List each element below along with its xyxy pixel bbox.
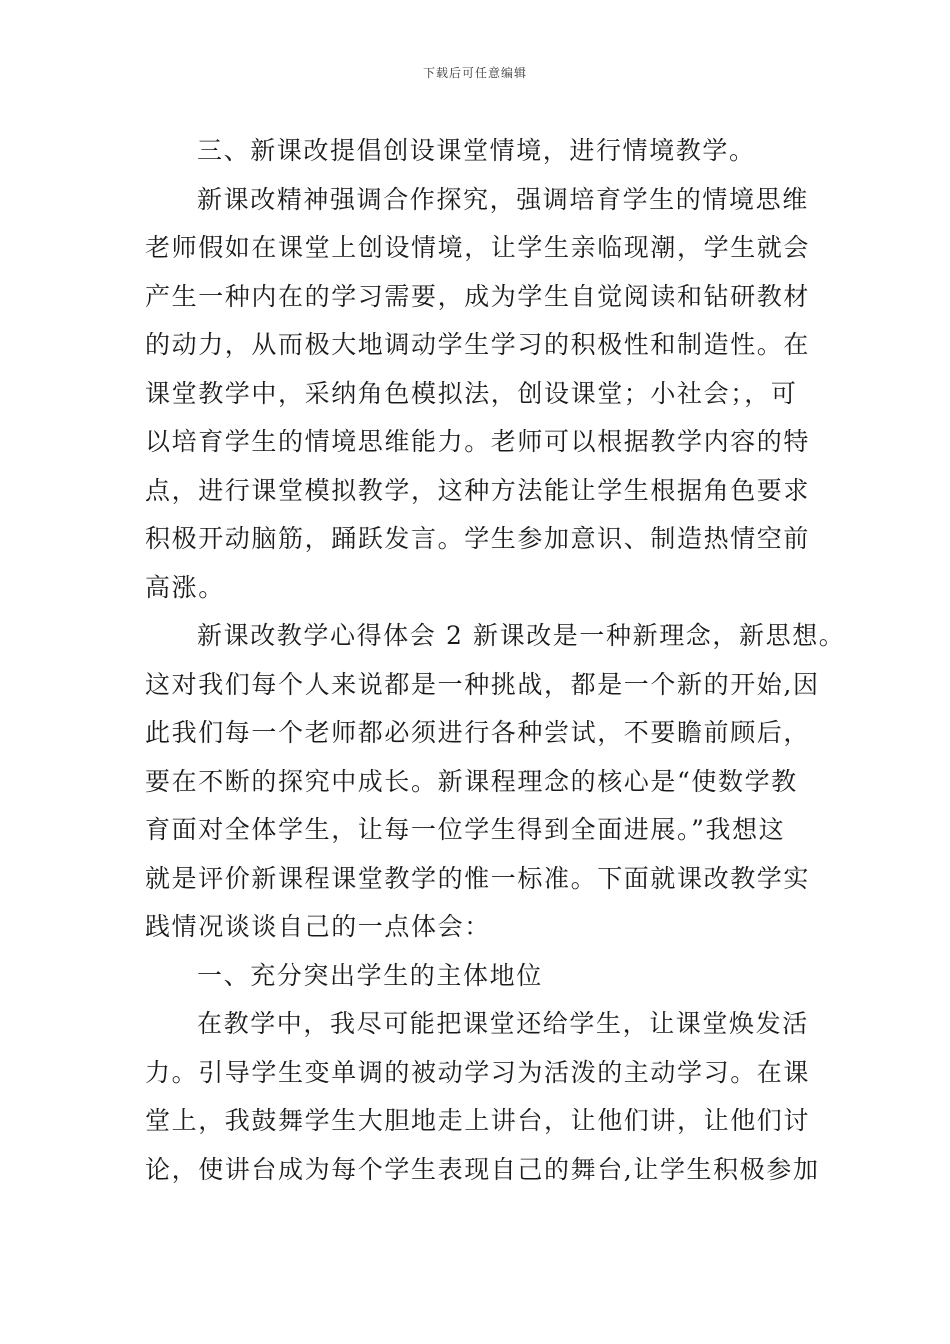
text-line: 一、充分突出学生的主体地位 — [197, 960, 543, 990]
text-line: 产生一种内在的学习需要，成为学生自觉阅读和钻研教材 — [145, 281, 811, 311]
paragraph — [145, 612, 846, 952]
paragraph — [145, 127, 811, 176]
paragraph — [145, 1000, 820, 1194]
text-line: 以培育学生的情境思维能力。老师可以根据教学内容的特 — [145, 427, 811, 456]
paragraph — [145, 952, 811, 1001]
page-header: 下载后可任意编辑 — [422, 66, 527, 80]
text-line: 这对我们每个人来说都是一种挑战，都是一个新的开始,因 — [145, 669, 820, 699]
text-line: 三、新课改提倡创设课堂情境，进行情境教学。 — [197, 136, 756, 165]
text-line: 高涨。 — [145, 572, 225, 602]
text-line: 要在不断的探究中成长。新课程理念的核心是“使数学教 — [145, 766, 798, 796]
text-line: 此我们每一个老师都必须进行各种尝试，不要瞻前顾后， — [145, 718, 811, 747]
text-line: 就是评价新课程课堂教学的惟一标准。下面就课改教学实 — [145, 863, 811, 893]
text-line: 课堂教学中，采纳角色模拟法，创设课堂；小社会；，可 — [145, 378, 798, 408]
text-line: 点，进行课堂模拟教学，这种方法能让学生根据角色要求 — [145, 475, 811, 505]
text-line: 育面对全体学生，让每一位学生得到全面进展。”我想这 — [145, 815, 786, 844]
text-line: 积极开动脑筋，踊跃发言。学生参加意识、制造热情空前 — [145, 524, 811, 553]
text-line: 力。引导学生变单调的被动学习为活泼的主动学习。在课 — [145, 1057, 811, 1087]
text-line: 论，使讲台成为每个学生表现自己的舞台,让学生积极参加 — [145, 1154, 820, 1184]
text-line: 践情况谈谈自己的一点体会： — [145, 912, 491, 941]
text-line: 堂上，我鼓舞学生大胆地走上讲台，让他们讲，让他们讨 — [145, 1106, 811, 1135]
text-line: 新课改精神强调合作探究，强调培育学生的情境思维 — [197, 184, 809, 214]
body-text — [145, 127, 846, 1194]
text-line: 老师假如在课堂上创设情境，让学生亲临现潮，学生就会 — [145, 233, 811, 262]
paragraph — [145, 176, 811, 613]
text-line: 的动力，从而极大地调动学生学习的积极性和制造性。在 — [145, 330, 811, 359]
text-line: 在教学中，我尽可能把课堂还给学生，让课堂焕发活 — [197, 1009, 809, 1038]
text-line: 新课改教学心得体会 2 新课改是一种新理念，新思想。 — [197, 621, 846, 650]
